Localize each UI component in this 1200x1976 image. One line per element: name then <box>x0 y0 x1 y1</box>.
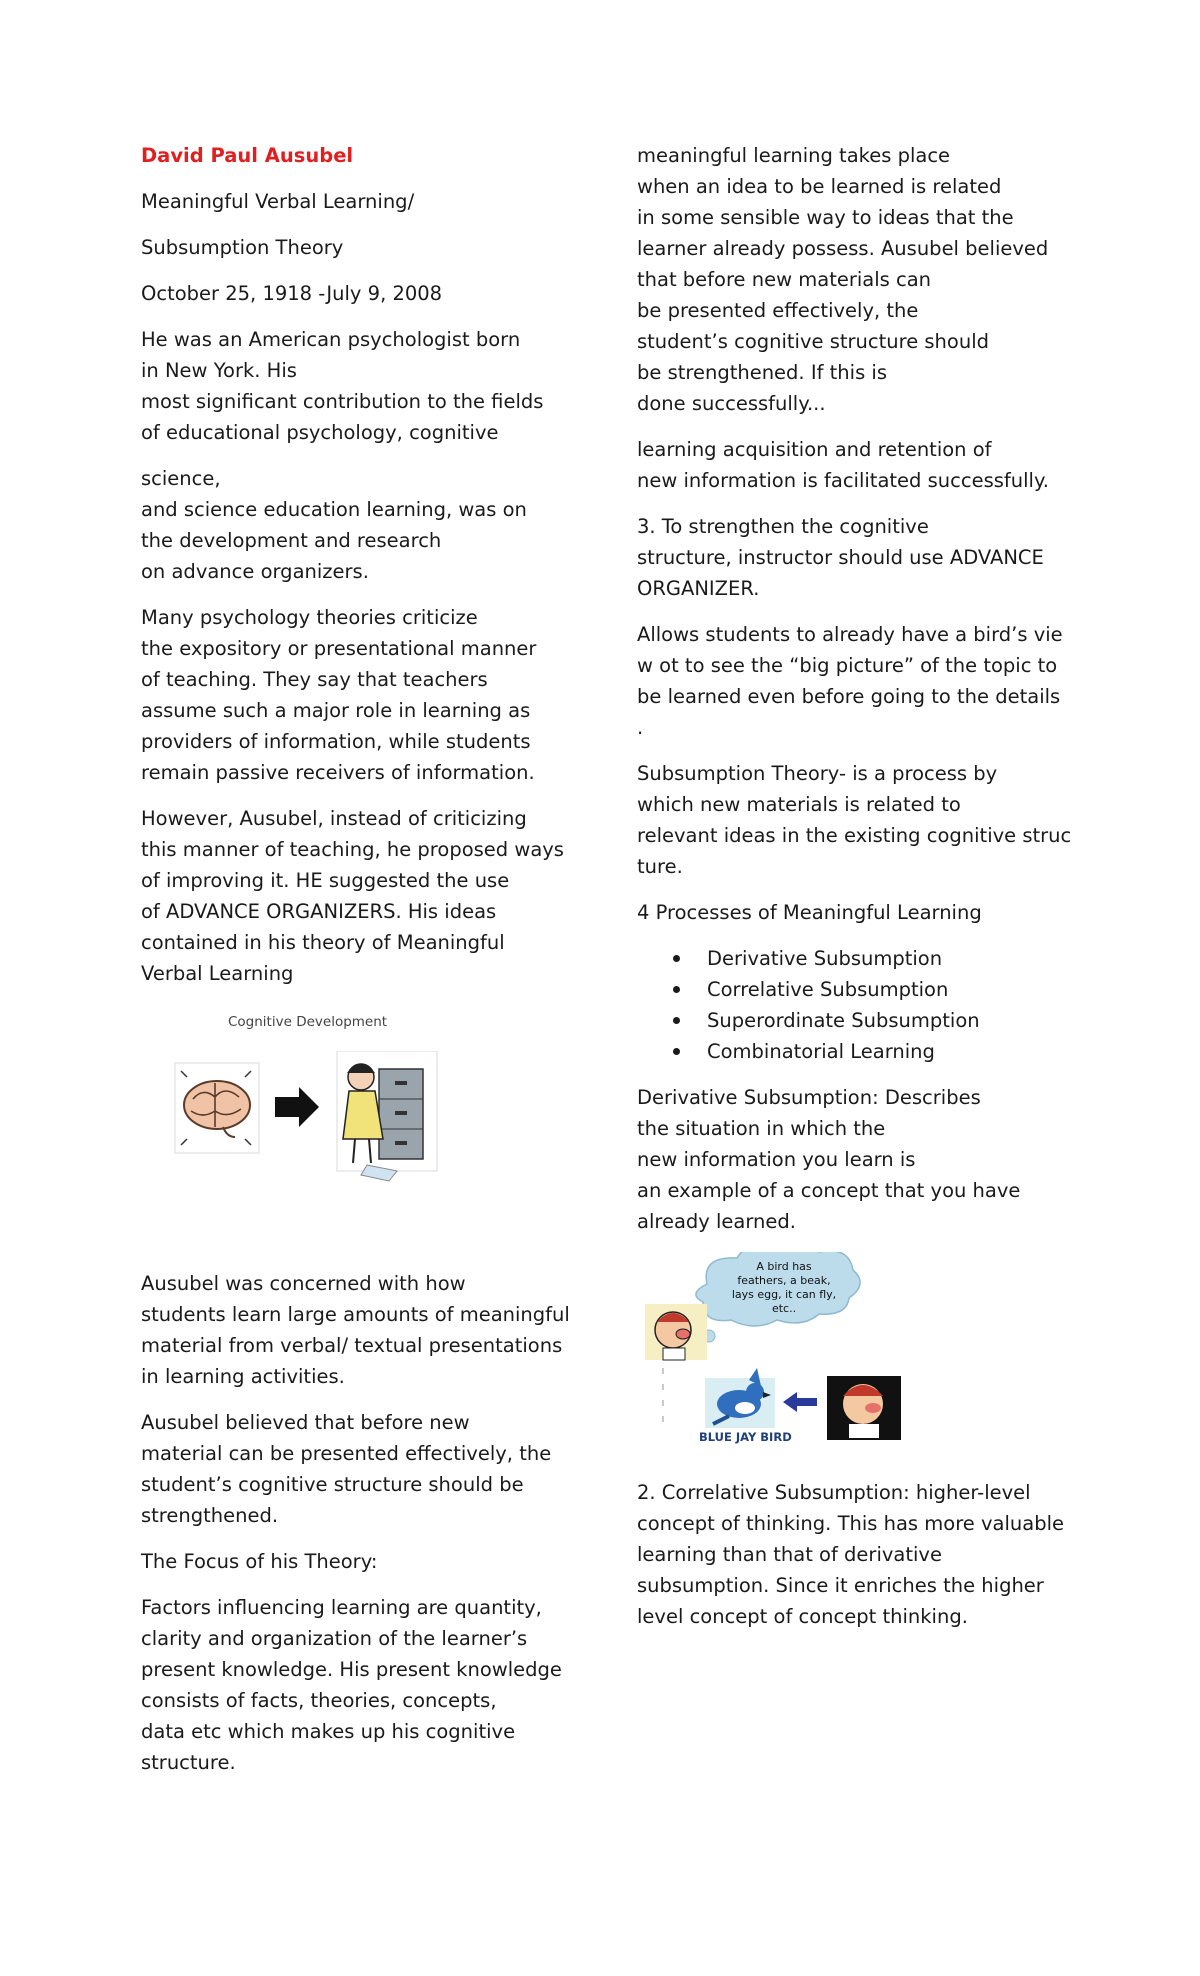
meaningful-paragraph: meaningful learning takes place when an idea to be learned is related in some sensible way to ideas that the learner already possess. Ausubel believed that before new materials can be presented effectively, the student’s cognitive structure should be strengthened. If this is done successfully... <box>637 144 1049 415</box>
list-item: Combinatorial Learning <box>637 1036 1077 1067</box>
processes-heading: 4 Processes of Meaningful Learning <box>637 901 982 924</box>
arrow-left-icon <box>783 1392 817 1412</box>
acquisition-paragraph: learning acquisition and retention of new information is facilitated successfully. <box>637 438 1049 492</box>
bird-concept-figure <box>637 1252 937 1457</box>
subtitle-2: Subsumption Theory <box>141 236 344 259</box>
subtitle-1: Meaningful Verbal Learning/ <box>141 190 415 213</box>
allows-paragraph: Allows students to already have a bird’s vie w ot to see the “big picture” of the topic to be learned even before going to the details . <box>637 623 1063 739</box>
correlative-paragraph: 2. Correlative Subsumption: higher-level concept of thinking. This has more valuable learning than that of derivative subsumption. Since it enriches the higher level concept of concept thinking. <box>637 1481 1065 1628</box>
bubble-text: A bird has feathers, a beak, lays egg, it can fly, etc.. <box>731 1260 837 1315</box>
list-item: Derivative Subsumption <box>637 943 1077 974</box>
blue-jay-icon <box>705 1368 775 1428</box>
focus-heading: The Focus of his Theory: <box>141 1550 378 1573</box>
lifespan-dates: October 25, 1918 -July 9, 2008 <box>141 282 443 305</box>
figure-caption: Cognitive Development <box>228 1014 388 1030</box>
criticism-paragraph: Many psychology theories criticize the expository or presentational manner of teaching. They say that teachers assume such a major role in learning as providers of information, while students remain passive receivers of information. <box>141 606 537 784</box>
left-column <box>141 140 571 1793</box>
believed-paragraph: Ausubel believed that before new material can be presented effectively, the student’s cognitive structure should be strengthened. <box>141 1411 552 1527</box>
bird-label: BLUE JAY BIRD <box>699 1430 792 1444</box>
cognitive-development-illustration <box>171 1051 461 1201</box>
teacher-boy-icon <box>827 1376 901 1440</box>
arrow-right-icon <box>275 1087 319 1127</box>
factors-paragraph: Factors influencing learning are quantity, clarity and organization of the learner’s present knowledge. His present knowledge consists of facts, theories, concepts, data etc which makes up his cognitive structure. <box>141 1596 562 1774</box>
cognitive-development-figure <box>171 1013 461 1218</box>
subsumption-definition: Subsumption Theory- is a process by which new materials is related to relevant ideas in the existing cognitive struc ture. <box>637 762 1072 878</box>
however-paragraph: However, Ausubel, instead of criticizing this manner of teaching, he proposed ways of improving it. HE suggested the use of ADVANCE ORGANIZERS. His ideas contained in his theory of Meaningful Verbal Learning <box>141 807 564 985</box>
filing-cabinet-icon <box>379 1069 423 1159</box>
list-item: Superordinate Subsumption <box>637 1005 1077 1036</box>
list-item: Correlative Subsumption <box>637 974 1077 1005</box>
bio-paragraph-1: He was an American psychologist born in New York. His most significant contribution to the fields of educational psychology, cognitive <box>141 328 544 444</box>
page-title: David Paul Ausubel <box>141 144 354 167</box>
right-column <box>637 140 1077 1647</box>
processes-list <box>637 943 1077 1067</box>
thinking-boy-icon <box>645 1304 707 1360</box>
derivative-paragraph: Derivative Subsumption: Describes the situation in which the new information you learn is an example of a concept that you have already learned. <box>637 1086 1021 1233</box>
concerned-paragraph: Ausubel was concerned with how students learn large amounts of meaningful material from verbal/ textual presentations in learning activities. <box>141 1272 570 1388</box>
bio-paragraph-2: science, and science education learning, was on the development and research on advance organizers. <box>141 467 527 583</box>
strengthen-paragraph: 3. To strengthen the cognitive structure, instructor should use ADVANCE ORGANIZER. <box>637 515 1044 600</box>
